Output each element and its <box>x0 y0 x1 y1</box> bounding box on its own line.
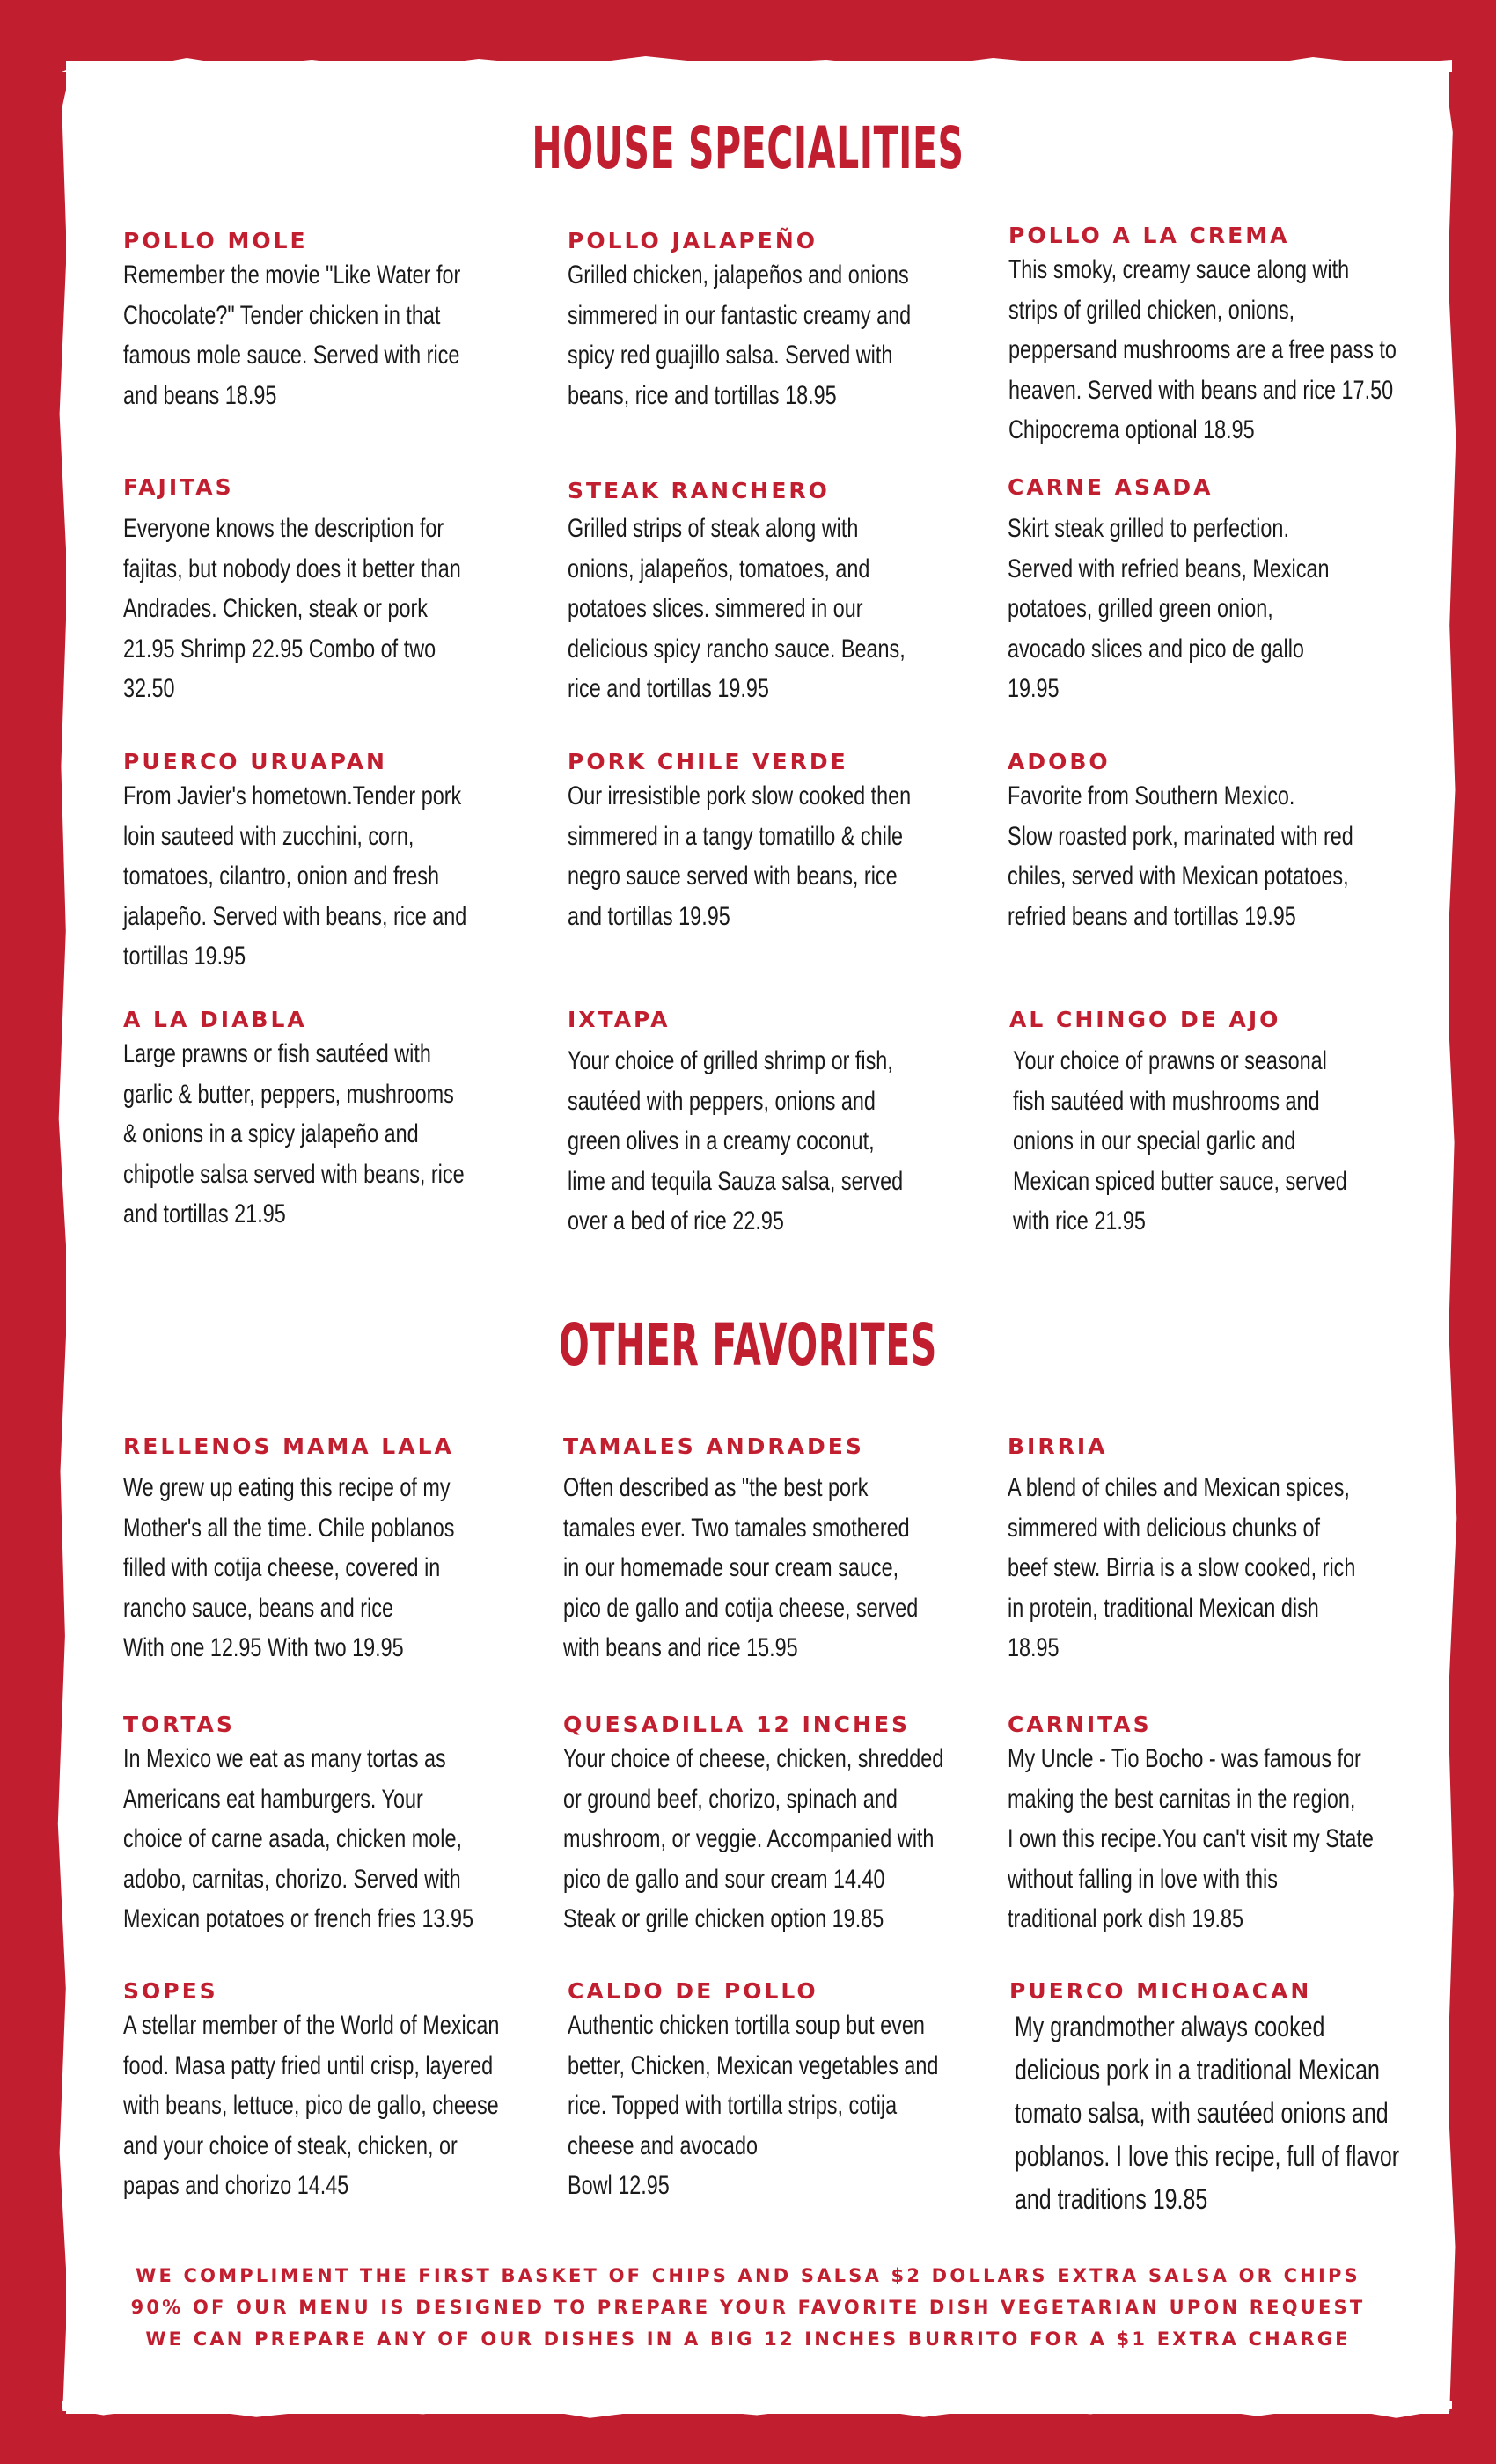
menu-item-quesadilla-12-inches <box>563 1711 986 1940</box>
item-name: TORTAS <box>123 1712 235 1737</box>
menu-item-fajitas <box>123 473 546 709</box>
menu-item-steak-ranchero <box>568 477 990 709</box>
item-description: Our irresistible pork slow cooked then simmered in a tangy tomatillo & chile negro sauce served with beans, rice and tortillas 19.95 <box>568 781 912 931</box>
menu-item-tamales-andrades <box>563 1433 986 1668</box>
other-favorites-title: OTHER FAVORITES <box>559 1311 937 1379</box>
menu-item-caldo-de-pollo <box>568 1977 990 2206</box>
footer-line-chips: WE COMPLIMENT THE FIRST BASKET OF CHIPS AND SALSA $2 DOLLARS EXTRA SALSA OR CHIPS <box>136 2265 1360 2286</box>
item-name: ADOBO <box>1008 749 1111 774</box>
item-name: POLLO JALAPEÑO <box>568 228 818 253</box>
menu-item-rellenos-mama-lala <box>123 1433 546 1668</box>
menu-item-adobo <box>1008 748 1430 936</box>
menu-item-birria <box>1008 1433 1430 1668</box>
footer-line-burrito: WE CAN PREPARE ANY OF OUR DISHES IN A BIG 12 INCHES BURRITO FOR A $1 EXTRA CHARGE <box>145 2328 1351 2350</box>
menu-item-ixtapa <box>568 1006 990 1242</box>
item-description: My Uncle - Tio Bocho - was famous for making the best carnitas in the region, I own this recipe.You can't visit my State without falling in love with this traditional pork dish 19.85 <box>1008 1744 1374 1933</box>
footer-notes <box>0 2260 1496 2355</box>
brush-edge-left <box>56 62 72 2411</box>
item-description: Remember the movie "Like Water for Chocolate?" Tender chicken in that famous mole sauce. Served with rice and beans 18.95 <box>123 260 461 410</box>
item-name: FAJITAS <box>123 474 234 500</box>
item-description: Grilled chicken, jalapeños and onions simmered in our fantastic creamy and spicy red guajillo salsa. Served with beans, rice and tortillas 18.95 <box>568 260 912 410</box>
item-description: Everyone knows the description for fajitas, but nobody does it better than Andrades. Chicken, steak or pork 21.95 Shrimp 22.95 Combo of two 32.50 <box>123 514 461 703</box>
item-name: BIRRIA <box>1008 1434 1108 1459</box>
menu-item-al-chingo-de-ajo <box>1009 1006 1432 1242</box>
item-description: Often described as "the best pork tamales ever. Two tamales smothered in our homemade sour cream sauce, pico de gallo and cotija cheese, served with beans and rice 15.95 <box>563 1473 919 1662</box>
menu-item-pollo-mole <box>123 227 546 415</box>
item-name: SOPES <box>123 1978 218 2004</box>
menu-item-pork-chile-verde <box>568 748 990 936</box>
item-description: Your choice of grilled shrimp or fish, sautéed with peppers, onions and green olives in a creamy coconut, lime and tequila Sauza salsa, served over a bed of rice 22.95 <box>568 1046 904 1236</box>
footer-line-vegetarian: 90% OF OUR MENU IS DESIGNED TO PREPARE YOUR FAVORITE DISH VEGETARIAN UPON REQUEST <box>130 2297 1366 2318</box>
menu-item-tortas <box>123 1711 546 1940</box>
menu-item-puerco-michoacan <box>1009 1977 1432 2221</box>
item-description: A blend of chiles and Mexican spices, simmered with delicious chunks of beef stew. Birria is a slow cooked, rich in protein, traditional Mexican dish 18.95 <box>1008 1473 1356 1662</box>
item-name: CARNITAS <box>1008 1712 1152 1737</box>
item-description: Grilled strips of steak along with onions, jalapeños, tomatoes, and potatoes slices. simmered in our delicious spicy rancho sauce. Beans, rice and tortillas 19.95 <box>568 514 906 703</box>
menu-item-pollo-a-la-crema <box>1008 222 1431 451</box>
item-description: Skirt steak grilled to perfection. Served with refried beans, Mexican potatoes, grilled green onion, avocado slices and pico de gallo 19.95 <box>1008 514 1330 703</box>
item-description: Your choice of cheese, chicken, shredded or ground beef, chorizo, spinach and mushroom, or veggie. Accompanied with pico de gallo and sour cream 14.40 Steak or grille chicken option 19.85 <box>563 1744 944 1933</box>
item-name: PORK CHILE VERDE <box>568 749 848 774</box>
item-name: POLLO MOLE <box>123 228 308 253</box>
item-name: CALDO DE POLLO <box>568 1978 818 2004</box>
menu-item-a-la-diabla <box>123 1006 546 1235</box>
item-name: AL CHINGO DE AJO <box>1009 1007 1281 1032</box>
menu-item-puerco-uruapan <box>123 748 546 977</box>
item-name: A LA DIABLA <box>123 1007 307 1032</box>
item-description: We grew up eating this recipe of my Mother's all the time. Chile poblanos filled with cotija cheese, covered in rancho sauce, beans and rice With one 12.95 With two 19.95 <box>123 1473 455 1662</box>
item-description: Your choice of prawns or seasonal fish sautéed with mushrooms and onions in our special garlic and Mexican spiced butter sauce, served with rice 21.95 <box>1013 1046 1347 1236</box>
item-name: TAMALES ANDRADES <box>563 1434 864 1459</box>
item-description: From Javier's hometown.Tender pork loin sauteed with zucchini, corn, tomatoes, cilantro, onion and fresh jalapeño. Served with beans, rice and tortillas 19.95 <box>123 781 467 971</box>
item-name: IXTAPA <box>568 1007 671 1032</box>
item-description: In Mexico we eat as many tortas as Americans eat hamburgers. Your choice of carne asada, chicken mole, adobo, carnitas, chorizo. Served with Mexican potatoes or french fries 13.95 <box>123 1744 474 1933</box>
menu-item-carne-asada <box>1008 473 1430 709</box>
item-name: PUERCO URUAPAN <box>123 749 387 774</box>
menu-item-sopes <box>123 1977 546 2206</box>
item-description: This smoky, creamy sauce along with strips of grilled chicken, onions, peppersand mushrooms are a free pass to heaven. Served with beans and rice 17.50 Chipocrema optional 18.95 <box>1008 255 1397 444</box>
menu-item-carnitas <box>1008 1711 1430 1940</box>
item-description: Large prawns or fish sautéed with garlic & butter, peppers, mushrooms & onions in a spicy jalapeño and chipotle salsa served with beans, rice and tortillas 21.95 <box>123 1039 465 1228</box>
item-description: A stellar member of the World of Mexican food. Masa patty fried until crisp, layered with beans, lettuce, pico de gallo, cheese and your choice of steak, chicken, or papas and chorizo 14.45 <box>123 2011 500 2200</box>
item-name: PUERCO MICHOACAN <box>1009 1978 1312 2004</box>
item-name: POLLO A LA CREMA <box>1008 223 1290 248</box>
item-description: Authentic chicken tortilla soup but even better, Chicken, Mexican vegetables and rice. Topped with tortilla strips, cotija cheese and avocado Bowl 12.95 <box>568 2011 939 2200</box>
menu-item-pollo-jalapeno <box>568 227 990 415</box>
item-name: STEAK RANCHERO <box>568 478 830 503</box>
item-description: My grandmother always cooked delicious pork in a traditional Mexican tomato salsa, with sautéed onions and poblanos. I love this recipe, full of flavor and traditions 19.85 <box>1015 2011 1400 2215</box>
item-name: QUESADILLA 12 INCHES <box>563 1712 911 1737</box>
item-name: CARNE ASADA <box>1008 474 1214 500</box>
item-name: RELLENOS MAMA LALA <box>123 1434 454 1459</box>
item-description: Favorite from Southern Mexico. Slow roasted pork, marinated with red chiles, served with Mexican potatoes, refried beans and tortillas 19.95 <box>1008 781 1353 931</box>
house-specialities-title: HOUSE SPECIALITIES <box>532 114 964 182</box>
brush-edge-right <box>1443 62 1459 2411</box>
brush-edge-bottom <box>62 2401 1452 2420</box>
